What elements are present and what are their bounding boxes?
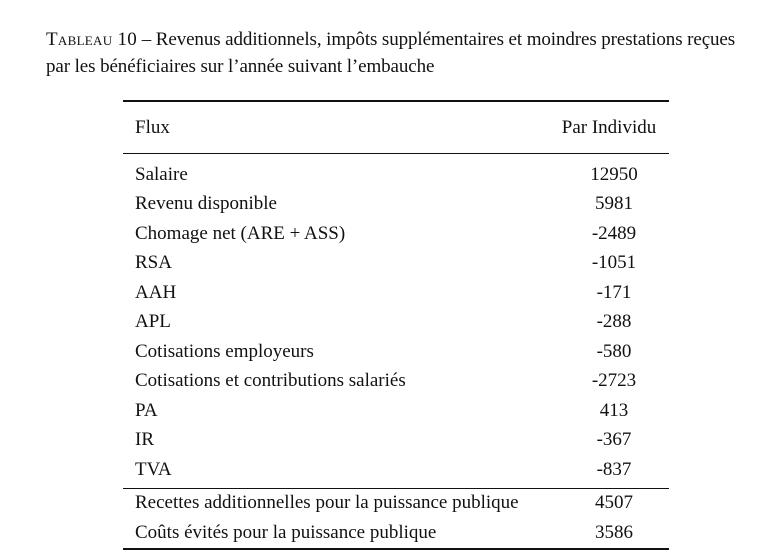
row-value: -288 <box>596 311 632 333</box>
table-row <box>123 426 669 456</box>
header-par-individu: Par Individu <box>561 116 657 138</box>
row-label: Cotisations employeurs <box>135 340 314 362</box>
row-label: AAH <box>135 281 177 303</box>
table-row <box>123 160 669 190</box>
summary-value: 4507 <box>595 492 633 514</box>
caption-dash: – <box>141 29 152 50</box>
table-row <box>123 219 669 249</box>
row-value: -367 <box>596 429 632 451</box>
summary-label: Coûts évités pour la puissance publique <box>135 521 437 543</box>
caption-label: Tableau 10 <box>46 29 138 50</box>
row-label: Chomage net (ARE + ASS) <box>135 222 346 244</box>
table-row <box>123 367 669 397</box>
summary-label: Recettes additionnelles pour la puissance publique <box>135 492 519 514</box>
summary-row <box>123 489 669 519</box>
summary-row <box>123 518 669 548</box>
table-row <box>123 396 669 426</box>
table-row <box>123 249 669 279</box>
row-value: -1051 <box>591 252 637 274</box>
table-row <box>123 308 669 338</box>
row-value: -580 <box>596 340 632 362</box>
row-label: TVA <box>135 458 172 480</box>
row-label: APL <box>135 311 171 333</box>
row-label: IR <box>135 429 154 451</box>
row-label: Revenu disponible <box>135 193 277 215</box>
table-header-row <box>123 102 669 153</box>
table-row <box>123 278 669 308</box>
row-value: -171 <box>596 281 632 303</box>
table-caption <box>46 26 758 80</box>
row-value: 413 <box>599 399 629 421</box>
table-row <box>123 190 669 220</box>
revenue-table <box>123 100 669 550</box>
row-label: PA <box>135 399 158 421</box>
row-label: Cotisations et contributions salariés <box>135 370 406 392</box>
row-value: 12950 <box>590 163 638 185</box>
row-label: RSA <box>135 252 172 274</box>
row-label: Salaire <box>135 163 188 185</box>
table-row <box>123 455 669 485</box>
row-value: -837 <box>596 458 632 480</box>
table-row <box>123 337 669 367</box>
caption-text: Revenus additionnels, impôts supplémentaires et moindres prestations reçues par les bénéficiaires sur l’année suivant l’embauche <box>46 29 736 77</box>
header-flux: Flux <box>135 116 170 138</box>
summary-value: 3586 <box>595 521 633 543</box>
row-value: -2723 <box>591 370 637 392</box>
row-value: 5981 <box>595 193 633 215</box>
bottom-rule <box>123 548 669 550</box>
row-value: -2489 <box>591 222 637 244</box>
